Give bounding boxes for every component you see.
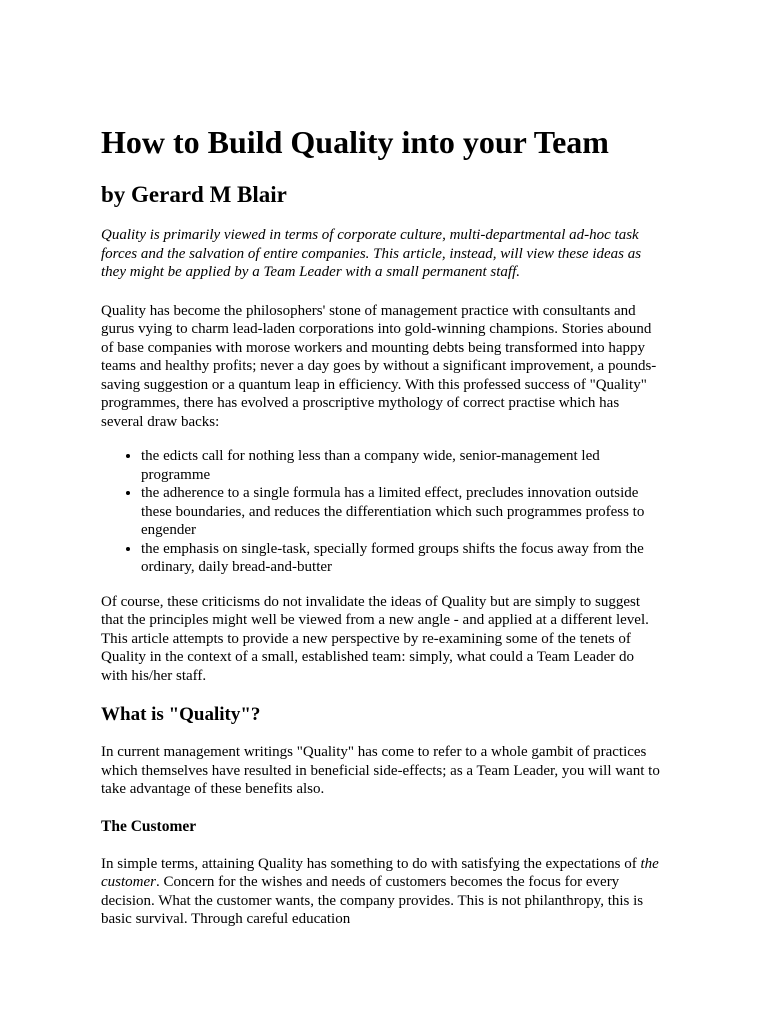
intro-paragraph: Quality has become the philosophers' stone of management practice with consultants and gurus vying to charm lead-laden corporations into gold-winning champions. Stories abound of base companies with morose workers and mounting debts being transformed into happy teams and healthy profits; never a day goes by without a significant improvement, a pounds-saving suggestion or a quantum leap in efficiency. With this professed success of "Quality" programmes, there has evolved a proscriptive mythology of correct practise which has several draw backs: xyxy=(101,302,657,430)
section-heading-quality: What is "Quality"? xyxy=(101,704,261,725)
list-item: • the adherence to a single formula has a limited effect, precludes innovation outside these boundaries, and reduces the differentiation which such programmes profess to engender xyxy=(141,484,663,540)
list-item: • the emphasis on single-task, specially formed groups shifts the focus away from the ordinary, daily bread-and-butter xyxy=(141,540,663,577)
list-item: • the edicts call for nothing less than a company wide, senior-management led programme xyxy=(141,447,663,484)
article-title: How to Build Quality into your Team xyxy=(101,124,609,160)
customer-text-emphasis: the customer xyxy=(101,855,659,890)
article-abstract: Quality is primarily viewed in terms of corporate culture, multi-departmental ad-hoc task forces and the salvation of entire companies. This article, instead, will view these ideas as they might be applied by a Team Leader with a small permanent staff. xyxy=(101,227,642,280)
customer-text-after: . Concern for the wishes and needs of customers becomes the focus for every decision. What the customer wants, the company provides. This is not philanthropy, this is basic survival. Through careful education xyxy=(101,874,644,927)
quality-paragraph: In current management writings "Quality" has come to refer to a whole gambit of practices which themselves have resulted in beneficial side-effects; as a Team Leader, you will want to take advantage of these benefits also. xyxy=(101,744,660,797)
drawbacks-list xyxy=(101,447,663,577)
article-byline: by Gerard M Blair xyxy=(101,182,287,207)
customer-text-before: In simple terms, attaining Quality has something to do with satisfying the expectations of xyxy=(101,855,641,872)
article xyxy=(101,122,663,945)
customer-paragraph xyxy=(101,855,663,929)
section-heading-customer: The Customer xyxy=(101,817,197,835)
criticisms-paragraph: Of course, these criticisms do not invalidate the ideas of Quality but are simply to suggest that the principles might well be viewed from a new angle - and applied at a different level. This article attempts to provide a new perspective by re-examining some of the tenets of Quality in the context of a small, established team: simply, what could a Team Leader do with his/her staff. xyxy=(101,593,649,684)
